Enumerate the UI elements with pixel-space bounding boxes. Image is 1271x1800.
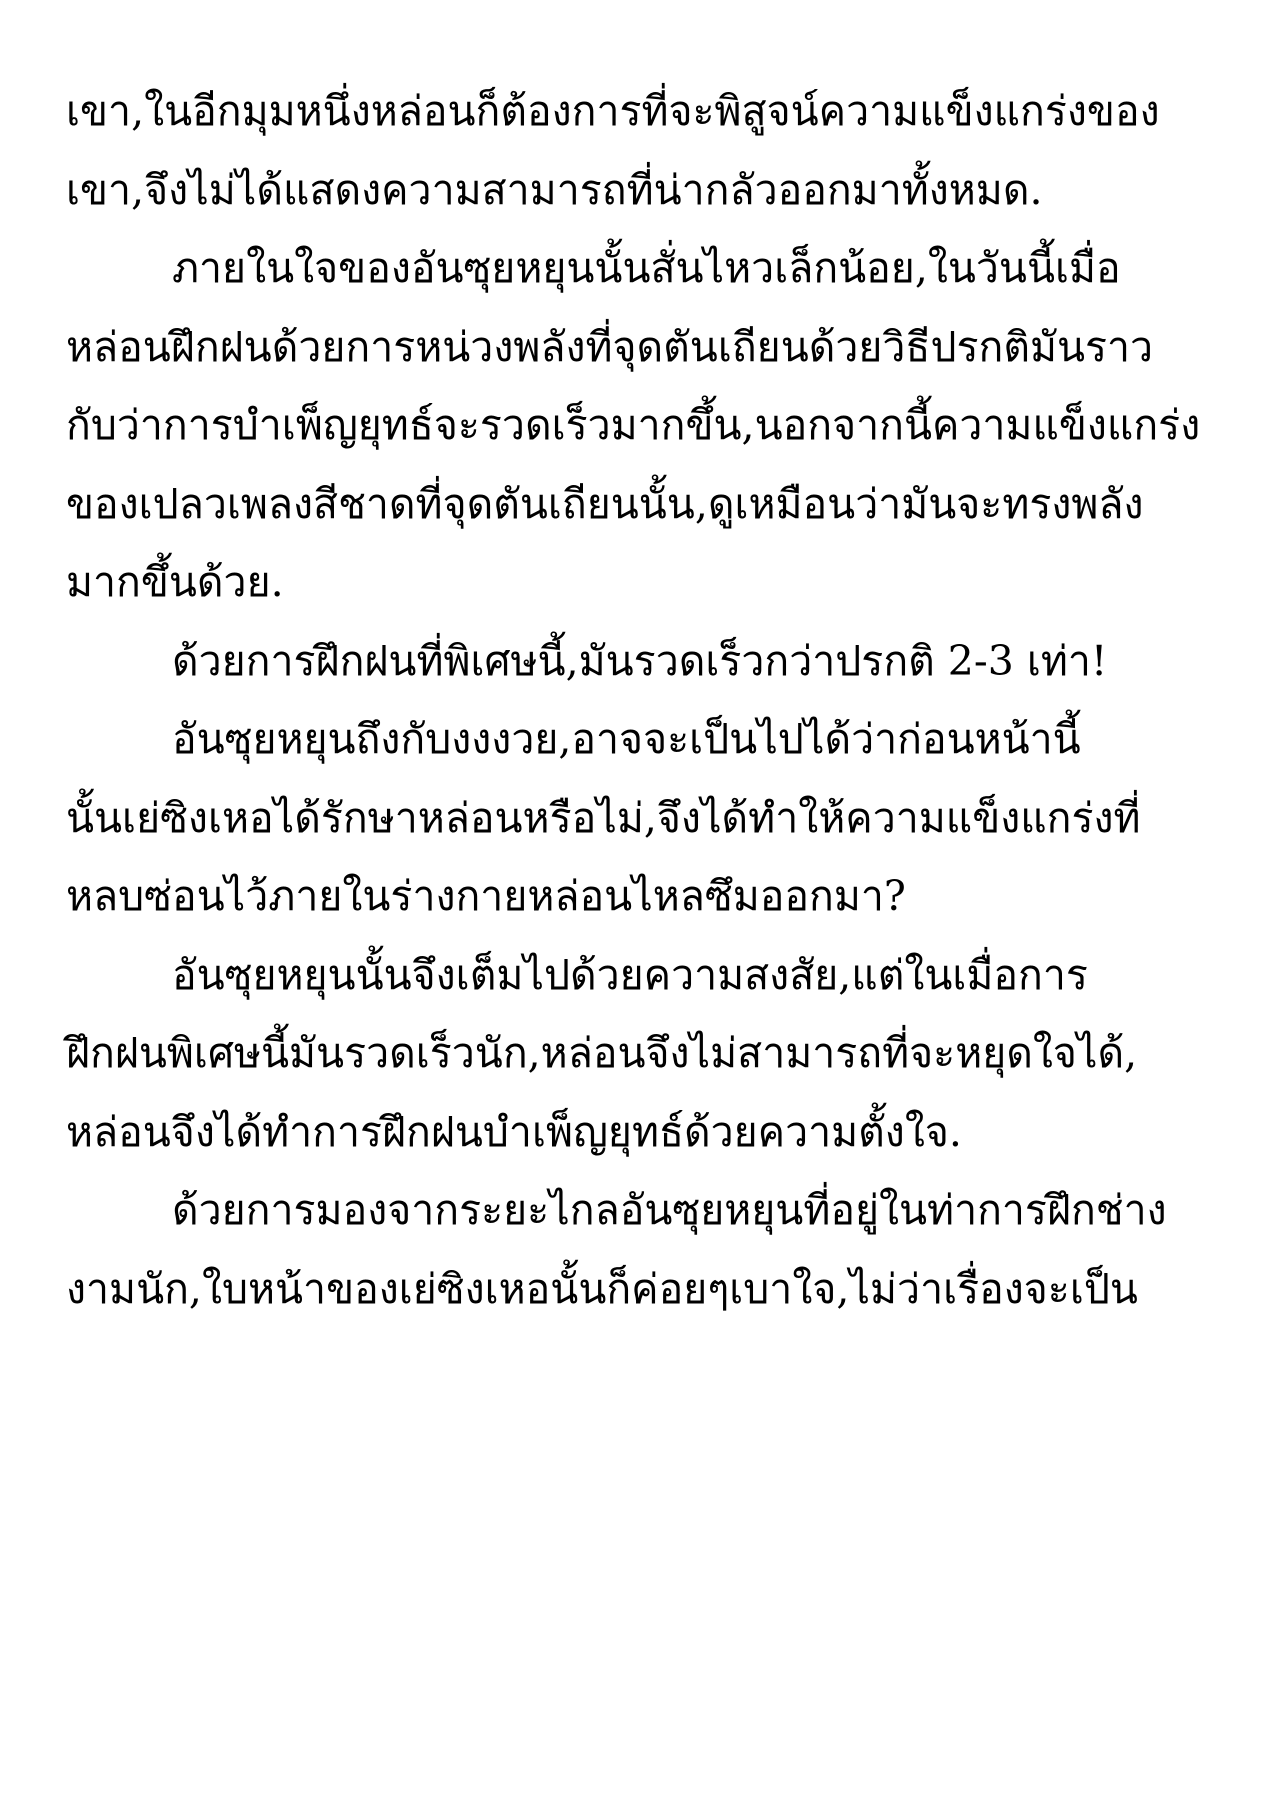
- text-line-paragraph-start: ด้วยการฝึกฝนที่พิเศษนี้,มันรวดเร็วกว่าปรกติ 2-3 เท่า!: [172, 636, 1108, 685]
- text-line: หล่อนฝึกฝนด้วยการหน่วงพลังที่จุดตันเถียนด้วยวิธีปรกติมันราว: [66, 322, 1154, 371]
- text-line: เขา,จึงไม่ได้แสดงความสามารถที่น่ากลัวออกมาทั้งหมด.: [66, 165, 1043, 214]
- text-line: มากขึ้นด้วย.: [66, 558, 284, 606]
- text-line: ฝึกฝนพิเศษนี้มันรวดเร็วนัก,หล่อนจึงไม่สามารถที่จะหยุดใจได้,: [66, 1029, 1138, 1077]
- body-text: [66, 72, 1216, 1328]
- text-line: หล่อนจึงได้ทำการฝึกฝนบำเพ็ญยุทธ์ด้วยความตั้งใจ.: [66, 1107, 962, 1156]
- text-line-paragraph-start: อันซุยหยุนนั้นจึงเต็มไปด้วยความสงสัย,แต่ในเมื่อการ: [172, 950, 1088, 999]
- text-line: หลบซ่อนไว้ภายในร่างกายหล่อนไหลซึมออกมา?: [66, 872, 906, 920]
- text-line: กับว่าการบำเพ็ญยุทธ์จะรวดเร็วมากขึ้น,นอกจากนี้ความแข็งแกร่ง: [66, 401, 1201, 449]
- text-line-paragraph-start: ภายในใจของอันซุยหยุนนั้นสั่นไหวเล็กน้อย,ในวันนี้เมื่อ: [172, 244, 1121, 292]
- text-line-paragraph-start: อันซุยหยุนถึงกับงงงวย,อาจจะเป็นไปได้ว่าก่อนหน้านี้: [172, 715, 1081, 763]
- text-line: นั้นเย่ซิงเหอได้รักษาหล่อนหรือไม่,จึงได้ทำให้ความแข็งแกร่งที่: [66, 793, 1141, 842]
- text-line: งามนัก,ใบหน้าของเย่ซิงเหอนั้นก็ค่อยๆเบาใจ,ไม่ว่าเรื่องจะเป็น: [66, 1264, 1138, 1313]
- text-line: เขา,ในอีกมุมหนึ่งหล่อนก็ต้องการที่จะพิสูจน์ความแข็งแกร่งของ: [66, 87, 1160, 135]
- text-line-paragraph-start: ด้วยการมองจากระยะไกลอันซุยหยุนที่อยู่ในท่าการฝึกช่าง: [172, 1186, 1167, 1234]
- text-line: ของเปลวเพลงสีชาดที่จุดตันเถียนนั้น,ดูเหมือนว่ามันจะทรงพลัง: [66, 479, 1144, 528]
